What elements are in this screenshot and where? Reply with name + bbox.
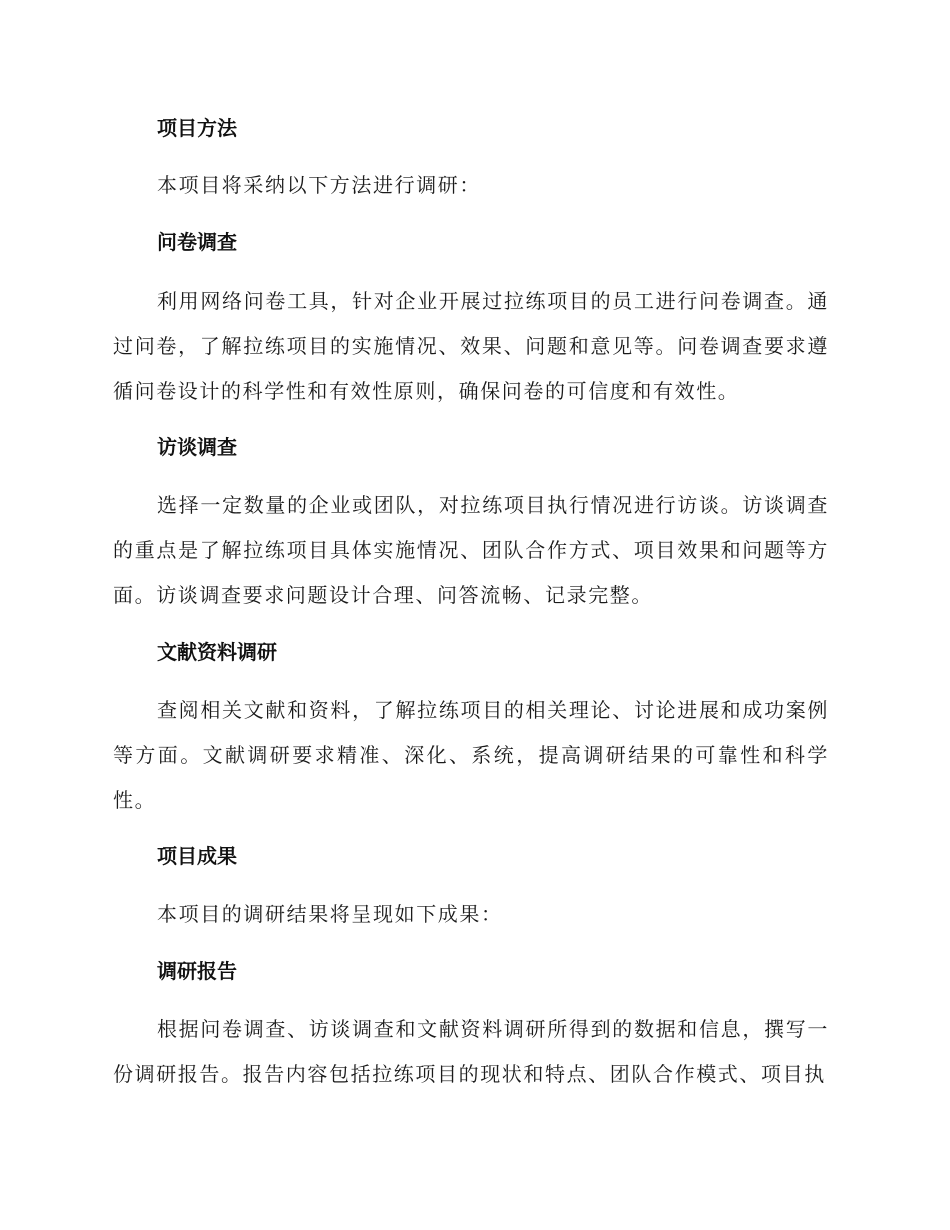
section-heading-research-report: 调研报告: [157, 961, 237, 983]
interview-paragraph: 选择一定数量的企业或团队，对拉练项目执行情况进行访谈。访谈调查的重点是了解拉练项目具体实施情况、团队合作方式、项目效果和问题等方面。访谈调查要求问题设计合理、问答流畅、记录完整。: [113, 495, 829, 607]
research-report-paragraph: 根据问卷调查、访谈调查和文献资料调研所得到的数据和信息，撰写一份调研报告。报告内容包括拉练项目的现状和特点、团队合作模式、项目执: [113, 1019, 829, 1086]
literature-research-paragraph: 查阅相关文献和资料，了解拉练项目的相关理论、讨论进展和成功案例等方面。文献调研要求精准、深化、系统，提高调研结果的可靠性和科学性。: [113, 700, 829, 812]
section-heading-literature-research: 文献资料调研: [157, 642, 277, 664]
questionnaire-paragraph: 利用网络问卷工具，针对企业开展过拉练项目的员工进行问卷调查。通过问卷，了解拉练项目的实施情况、效果、问题和意见等。问卷调查要求遵循问卷设计的科学性和有效性原则，确保问卷的可信度和有效性。: [113, 291, 829, 403]
methods-intro-paragraph: 本项目将采纳以下方法进行调研：: [157, 175, 481, 197]
section-heading-questionnaire: 问卷调查: [157, 232, 237, 254]
section-heading-project-outcomes: 项目成果: [157, 846, 237, 868]
section-heading-interview: 访谈调查: [157, 437, 237, 459]
section-heading-project-methods: 项目方法: [157, 118, 237, 140]
outcomes-intro-paragraph: 本项目的调研结果将呈现如下成果：: [157, 904, 503, 926]
